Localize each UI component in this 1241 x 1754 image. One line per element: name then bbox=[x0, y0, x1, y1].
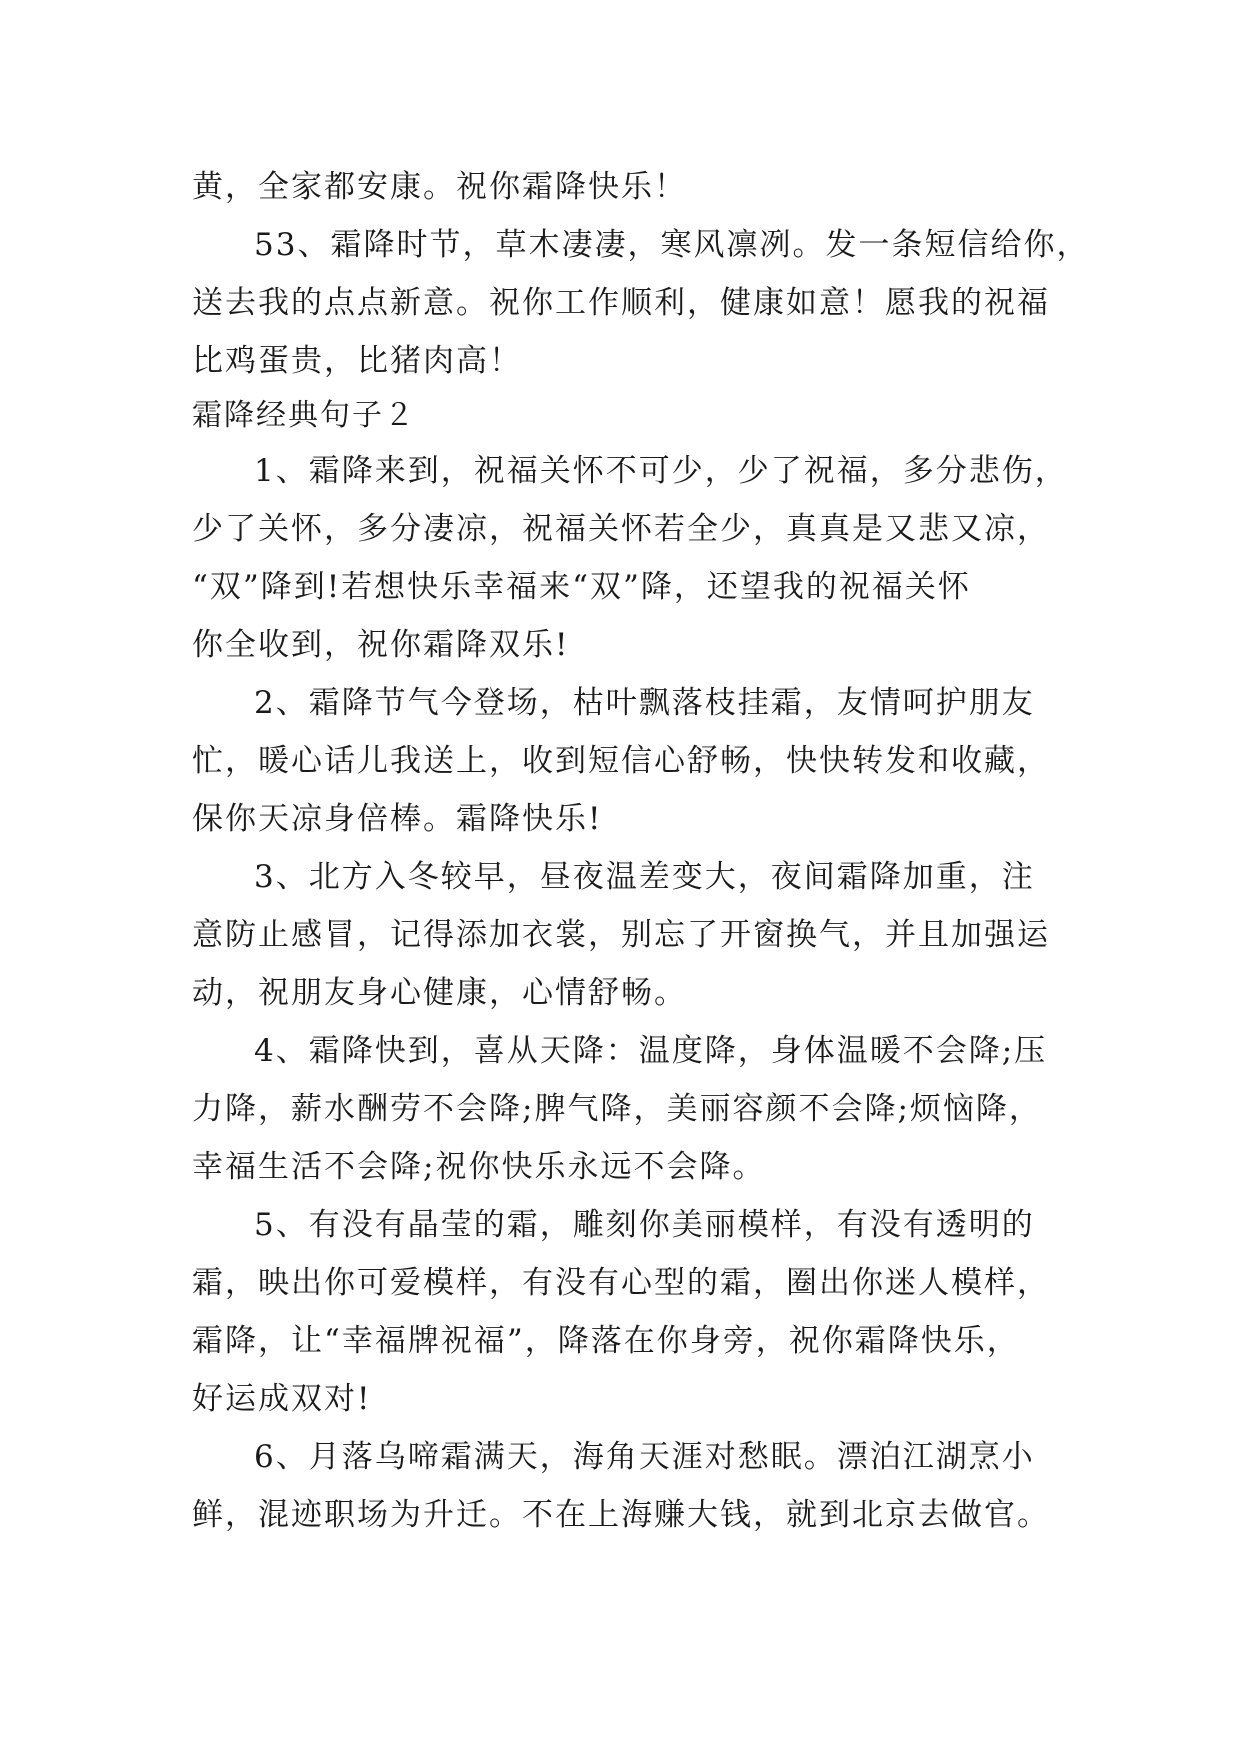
text-line: 幸福生活不会降;祝你快乐永远不会降。 bbox=[192, 1149, 766, 1185]
paragraph bbox=[192, 674, 1072, 848]
paragraph bbox=[192, 1428, 1072, 1544]
paragraph bbox=[192, 1196, 1072, 1428]
paragraph bbox=[192, 216, 1090, 390]
text-line: 送去我的点点新意。祝你工作顺利，健康如意！愿我的祝福 bbox=[192, 285, 1050, 321]
text-line: “双”降到!若想快乐幸福来“双”降，还望我的祝福关怀 bbox=[192, 569, 971, 605]
text-line: 好运成双对! bbox=[192, 1381, 372, 1417]
text-line: 力降，薪水酬劳不会降;脾气降，美丽容颜不会降;烦恼降， bbox=[192, 1091, 1042, 1127]
text-line: 黄，全家都安康。祝你霜降快乐！ bbox=[192, 169, 687, 205]
text-line: 忙，暖心话儿我送上，收到短信心舒畅，快快转发和收藏， bbox=[192, 743, 1050, 779]
section-heading bbox=[192, 390, 1072, 442]
text-line: 4、霜降快到，喜从天降：温度降，身体温暖不会降;压 bbox=[254, 1033, 1048, 1069]
text-line: 2、霜降节气今登场，枯叶飘落枝挂霜，友情呵护朋友 bbox=[254, 685, 1035, 721]
heading-text: 霜降经典句子２ bbox=[192, 398, 416, 433]
text-line: 动，祝朋友身心健康，心情舒畅。 bbox=[192, 975, 687, 1011]
paragraph bbox=[192, 848, 1072, 1022]
text-line: 鲜，混迹职场为升迁。不在上海赚大钱，就到北京去做官。 bbox=[192, 1497, 1050, 1533]
text-line: 5、有没有晶莹的霜，雕刻你美丽模样，有没有透明的 bbox=[254, 1207, 1035, 1243]
text-line: 3、北方入冬较早，昼夜温差变大，夜间霜降加重，注 bbox=[254, 859, 1035, 895]
text-line: 霜降，让“幸福牌祝福”，降落在你身旁，祝你霜降快乐， bbox=[192, 1323, 1020, 1359]
text-line: 少了关怀，多分凄凉，祝福关怀若全少，真真是又悲又凉， bbox=[192, 511, 1050, 547]
text-line: 1、霜降来到，祝福关怀不可少，少了祝福，多分悲伤， bbox=[254, 453, 1068, 489]
paragraph bbox=[192, 1022, 1072, 1196]
paragraph bbox=[192, 158, 1072, 216]
text-line: 意防止感冒，记得添加衣裳，别忘了开窗换气，并且加强运 bbox=[192, 917, 1050, 953]
document-body bbox=[192, 158, 1090, 1544]
text-line: 6、月落乌啼霜满天，海角天涯对愁眠。漂泊江湖烹小 bbox=[254, 1439, 1035, 1475]
text-line: 保你天凉身倍棒。霜降快乐! bbox=[192, 801, 603, 837]
text-line: 你全收到，祝你霜降双乐! bbox=[192, 627, 570, 663]
paragraph bbox=[192, 442, 1072, 674]
text-line: 53、霜降时节，草木凄凄，寒风凛冽。发一条短信给你， bbox=[254, 227, 1090, 263]
text-line: 霜，映出你可爱模样，有没有心型的霜，圈出你迷人模样， bbox=[192, 1265, 1050, 1301]
text-line: 比鸡蛋贵，比猪肉高！ bbox=[192, 343, 522, 379]
